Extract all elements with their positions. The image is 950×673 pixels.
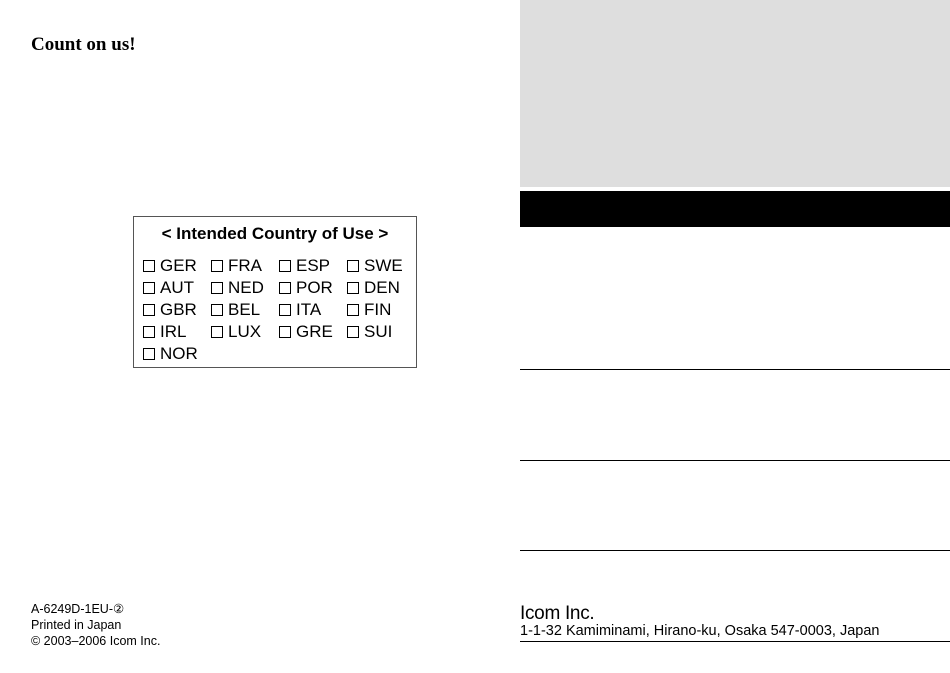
country-code-label: NED xyxy=(228,278,264,297)
country-option[interactable] xyxy=(143,300,197,320)
checkbox[interactable] xyxy=(211,326,223,338)
country-code-label: FIN xyxy=(364,300,392,319)
country-option[interactable] xyxy=(211,322,261,342)
country-code-label: GBR xyxy=(160,300,197,319)
checkbox[interactable] xyxy=(279,304,291,316)
country-option[interactable] xyxy=(347,322,392,342)
checkbox[interactable] xyxy=(143,326,155,338)
country-option[interactable] xyxy=(211,278,264,298)
grey-panel xyxy=(520,0,950,187)
country-code-label: LUX xyxy=(228,322,262,341)
country-option[interactable] xyxy=(279,322,333,342)
country-option[interactable] xyxy=(347,256,403,276)
printed-in: Printed in Japan xyxy=(31,618,122,632)
country-code-label: BEL xyxy=(228,300,261,319)
checkbox[interactable] xyxy=(347,304,359,316)
checkbox[interactable] xyxy=(143,304,155,316)
country-code-label: GER xyxy=(160,256,197,275)
country-form-title: < Intended Country of Use > xyxy=(161,224,389,243)
country-code-label: IRL xyxy=(160,322,187,341)
country-option[interactable] xyxy=(143,256,197,276)
country-code-label: SUI xyxy=(364,322,393,341)
checkbox[interactable] xyxy=(143,260,155,272)
country-code-label: FRA xyxy=(228,256,262,275)
country-option[interactable] xyxy=(347,278,400,298)
country-code-label: NOR xyxy=(160,344,198,363)
country-option[interactable] xyxy=(279,300,321,320)
country-code-label: ESP xyxy=(296,256,331,275)
country-code-label: SWE xyxy=(364,256,403,275)
country-option[interactable] xyxy=(143,278,194,298)
checkbox[interactable] xyxy=(211,260,223,272)
checkbox[interactable] xyxy=(143,282,155,294)
country-option[interactable] xyxy=(347,300,391,320)
checkbox[interactable] xyxy=(211,304,223,316)
intended-country-form xyxy=(133,216,417,368)
country-code-label: POR xyxy=(296,278,333,297)
checkbox[interactable] xyxy=(347,282,359,294)
document-footer xyxy=(31,601,160,649)
country-code-label: GRE xyxy=(296,322,333,341)
divider-rule xyxy=(520,550,950,551)
checkbox[interactable] xyxy=(143,348,155,360)
country-option[interactable] xyxy=(211,300,260,320)
checkbox[interactable] xyxy=(279,282,291,294)
country-option[interactable] xyxy=(143,344,198,364)
checkbox[interactable] xyxy=(347,326,359,338)
country-option[interactable] xyxy=(211,256,262,276)
company-name: Icom Inc. xyxy=(520,603,595,624)
checkbox[interactable] xyxy=(211,282,223,294)
country-code-label: ITA xyxy=(296,300,322,319)
company-address: 1-1-32 Kamiminami, Hirano-ku, Osaka 547-0003, Japan xyxy=(520,623,880,639)
black-bar xyxy=(520,191,950,227)
slogan: Count on us! xyxy=(31,34,136,55)
checkbox[interactable] xyxy=(279,326,291,338)
country-code-label: AUT xyxy=(160,278,194,297)
divider-rule xyxy=(520,460,950,461)
country-code-label: DEN xyxy=(364,278,400,297)
checkbox[interactable] xyxy=(279,260,291,272)
country-option[interactable] xyxy=(279,256,330,276)
copyright: © 2003–2006 Icom Inc. xyxy=(31,634,161,648)
checkbox[interactable] xyxy=(347,260,359,272)
country-option[interactable] xyxy=(143,322,186,342)
country-option[interactable] xyxy=(279,278,333,298)
divider-rule xyxy=(520,369,950,370)
document-code: A-6249D-1EU-② xyxy=(31,602,125,616)
divider-rule xyxy=(520,641,950,642)
